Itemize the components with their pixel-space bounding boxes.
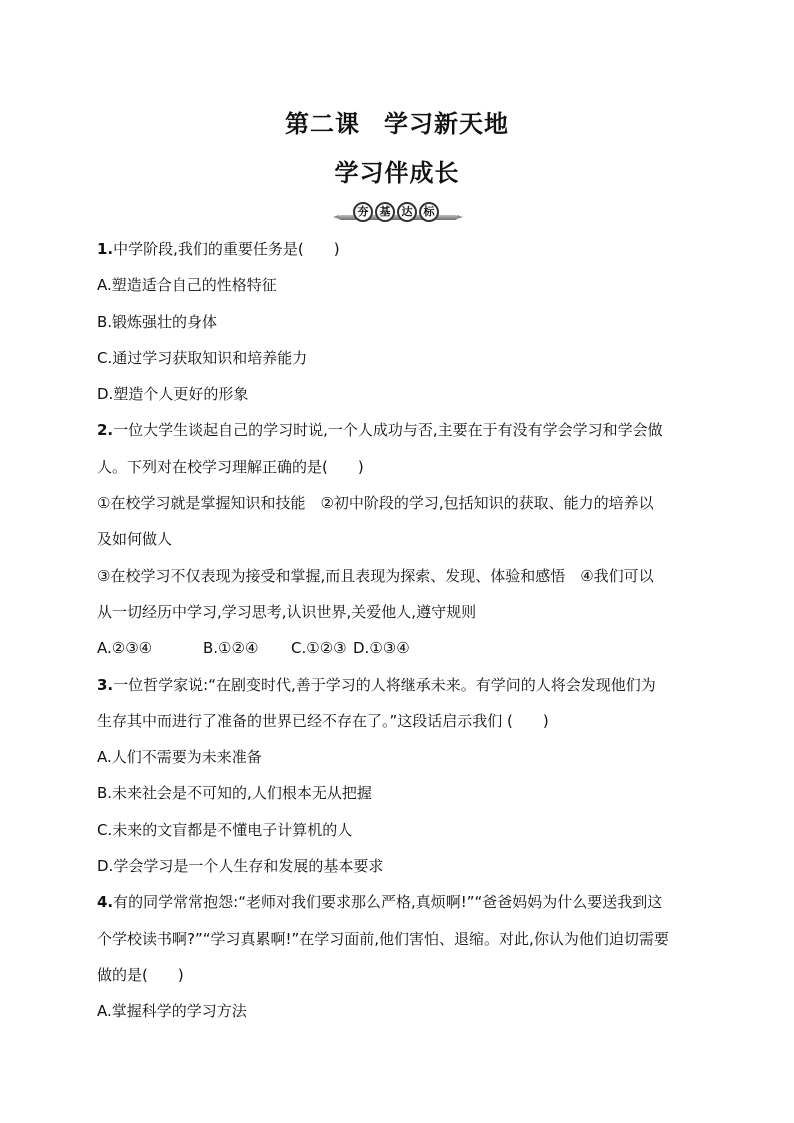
option-a: A.塑造适合自己的性格特征	[97, 276, 277, 295]
option-a: A.②③④	[97, 639, 153, 658]
option-b: B.锻炼强壮的身体	[97, 312, 218, 331]
section-title: 学习伴成长	[334, 159, 460, 187]
badge-chars	[353, 202, 439, 222]
level-badge	[339, 200, 457, 226]
question-number: 1.	[97, 240, 114, 258]
stem-line: 人。下列对在校学习理解正确的是( )	[97, 457, 364, 476]
question-3	[97, 667, 707, 885]
badge-char: 达	[397, 202, 417, 222]
option-c: C.①②③	[291, 639, 347, 658]
question-stem	[97, 231, 707, 267]
chapter-title	[0, 104, 794, 139]
question-stem	[97, 884, 707, 920]
question-number: 2.	[97, 421, 114, 440]
option-a: A.掌握科学的学习方法	[97, 1002, 247, 1021]
stem-line: 一位大学生谈起自己的学习时说,一个人成功与否,主要在于有没有学会学习和学会做	[113, 421, 663, 440]
stem-line: 中学阶段,我们的重要任务是( )	[113, 240, 340, 258]
question-number: 3.	[97, 675, 114, 694]
question-2	[97, 412, 707, 666]
stem-line: 生存其中而进行了准备的世界已经不存在了。”这段话启示我们 ( )	[97, 711, 549, 730]
stem-line: 有的同学常常抱怨:“老师对我们要求那么严格,真烦啊!”“爸爸妈妈为什么要送我到这	[113, 893, 663, 912]
option-d: D.学会学习是一个人生存和发展的基本要求	[97, 857, 384, 876]
inline-options	[97, 630, 707, 666]
option-c: C.通过学习获取知识和培养能力	[97, 348, 308, 367]
statement-line: 从一切经历中学习,学习思考,认识世界,关爱他人,遵守规则	[97, 602, 477, 621]
chapter-number: 第二课	[285, 110, 360, 138]
badge-char: 标	[419, 202, 439, 222]
badge-char: 基	[375, 202, 395, 222]
option-b: B.①②④	[203, 639, 259, 658]
question-4	[97, 884, 707, 1029]
stem-line: 一位哲学家说:“在剧变时代,善于学习的人将继承未来。有学问的人将会发现他们为	[113, 675, 656, 694]
chapter-name: 学习新天地	[384, 110, 509, 138]
option-d: D.①③④	[353, 639, 410, 658]
option-c: C.未来的文盲都是不懂电子计算机的人	[97, 820, 353, 839]
stem-line: 做的是( )	[97, 965, 184, 984]
question-stem	[97, 412, 707, 448]
badge-char: 夯	[353, 202, 373, 222]
question-1	[97, 231, 707, 412]
question-number: 4.	[97, 893, 114, 912]
statement-line: 及如何做人	[97, 530, 173, 549]
statement-line: ③在校学习不仅表现为接受和掌握,而且表现为探索、发现、体验和感悟 ④我们可以	[97, 566, 654, 585]
option-a: A.人们不需要为未来准备	[97, 748, 262, 767]
statement-line: ①在校学习就是掌握知识和技能 ②初中阶段的学习,包括知识的获取、能力的培养以	[97, 494, 654, 513]
option-b: B.未来社会是不可知的,人们根本无从把握	[97, 784, 372, 803]
stem-line: 个学校读书啊?”“学习真累啊!”在学习面前,他们害怕、退缩。对此,你认为他们迫切需要	[97, 929, 669, 948]
question-list	[97, 231, 707, 1030]
question-stem	[97, 667, 707, 703]
option-d: D.塑造个人更好的形象	[97, 385, 249, 404]
